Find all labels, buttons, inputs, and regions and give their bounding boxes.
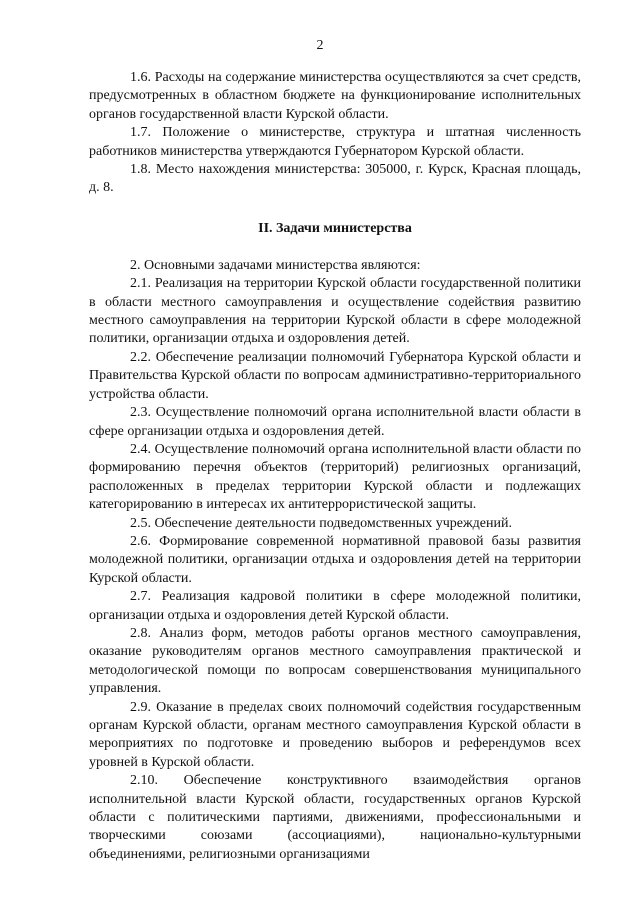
paragraph-2-4: 2.4. Осуществление полномочий органа исполнительной власти области по формированию перечня объектов (территорий) религиозных организаций, расположенных в пределах территории Курской области и подлежащих категорированию в интересах их антитеррористической защиты. xyxy=(89,441,581,513)
paragraph-2-1: 2.1. Реализация на территории Курской области государственной политики в области местного самоуправления и осуществление содействия развитию местного самоуправления на территории Курской области в сфере молодежной политики, организации отдыха и оздоровления детей. xyxy=(89,276,581,347)
paragraph-2-7: 2.7. Реализация кадровой политики в сфере молодежной политики, организации отдыха и оздоровления детей Курской области. xyxy=(89,589,581,623)
paragraph-2-10: 2.10. Обеспечение конструктивного взаимодействия органов исполнительной власти Курской области, государственных органов Курской области с политическими партиями, движениями, профессиональными и творческими союзами (ассоциациями), национально-культурными объединениями, религиозными организациями xyxy=(89,773,581,862)
paragraph-1-6: 1.6. Расходы на содержание министерства осуществляются за счет средств, предусмотренных в областном бюджете на функционирование исполнительных органов государственной власти Курской области. xyxy=(89,70,581,122)
paragraph-1-7: 1.7. Положение о министерстве, структура и штатная численность работников министерства утверждаются Губернатором Курской области. xyxy=(89,125,581,159)
paragraph-2-9: 2.9. Оказание в пределах своих полномочий содействия государственным органам Курской области, органам местного самоуправления Курской области в мероприятиях по подготовке и проведению выборов и референдумов всех уровней в Курской области. xyxy=(89,699,581,770)
section-heading: II. Задачи министерства xyxy=(258,220,412,236)
document-body xyxy=(89,69,581,864)
paragraph-2-6: 2.6. Формирование современной нормативной правовой базы развития молодежной политики, организации отдыха и оздоровления детей на территории Курской области. xyxy=(89,533,581,586)
paragraph-1-8: 1.8. Место нахождения министерства: 305000, г. Курск, Красная площадь, д. 8. xyxy=(89,162,581,196)
paragraph-2-5: 2.5. Обеспечение деятельности подведомственных учреждений. xyxy=(130,515,512,531)
paragraph-2: 2. Основными задачами министерства являются: xyxy=(130,257,421,273)
paragraph-2-8: 2.8. Анализ форм, методов работы органов местного самоуправления, оказание руководителям органов местного самоуправления практической и методологической помощи по вопросам совершенствования муниципального управления. xyxy=(89,625,581,697)
page-number: 2 xyxy=(316,38,324,53)
paragraph-2-3: 2.3. Осуществление полномочий органа исполнительной власти области в сфере организации отдыха и оздоровления детей. xyxy=(89,405,581,439)
paragraph-2-2: 2.2. Обеспечение реализации полномочий Губернатора Курской области и Правительства Курской области по вопросам административно-территориального устройства области. xyxy=(89,349,581,402)
